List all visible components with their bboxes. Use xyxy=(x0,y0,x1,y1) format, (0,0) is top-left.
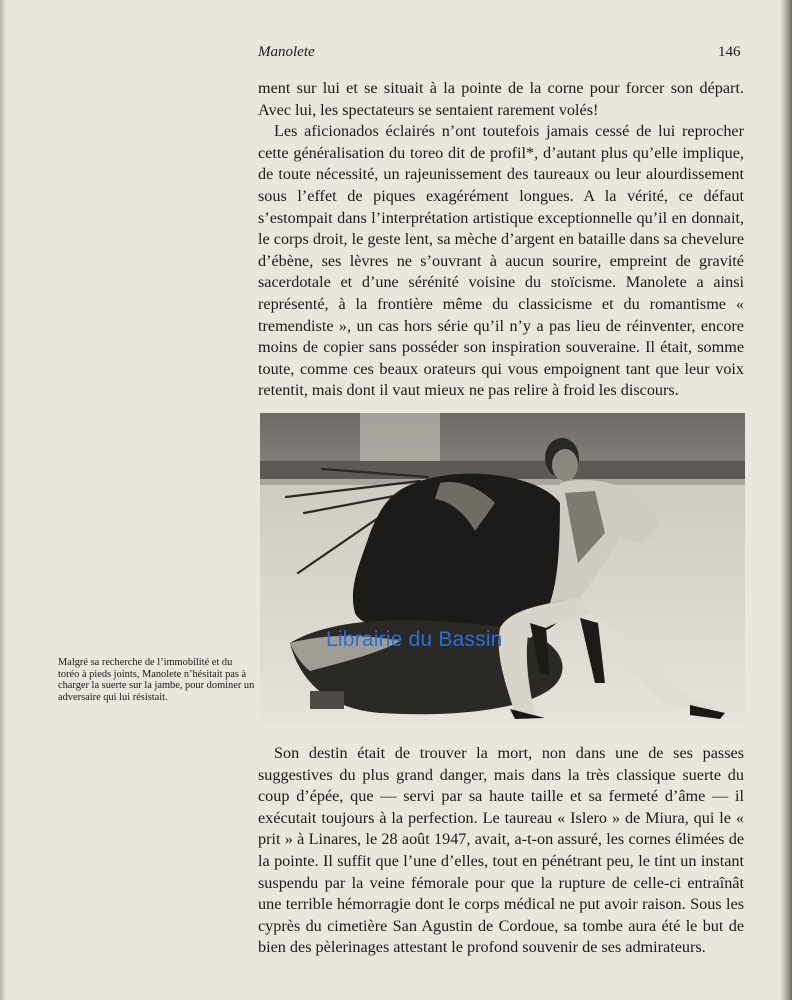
page-edge-left xyxy=(0,0,6,1000)
page-number: 146 xyxy=(718,44,741,60)
bullfight-photo xyxy=(260,413,745,722)
watermark: Librairie du Bassin xyxy=(326,628,503,651)
running-title: Manolete xyxy=(258,44,315,60)
page-edge-right xyxy=(780,0,792,1000)
lower-text-block xyxy=(258,743,744,959)
upper-text-block xyxy=(258,78,744,402)
paragraph: ment sur lui et se situait à la pointe de la corne pour forcer son départ. Avec lui, les spectateurs se sentaient rarement volés! xyxy=(258,79,744,119)
paragraph: Les aficionados éclairés n’ont toutefois jamais cessé de lui reprocher cette généralisation du toreo dit de profil*, d’autant plus qu’elle implique, de toute nécessité, un rajeunissement des taureaux ou leur alourdissement sous l’effet de piques exagérément longues. A la vérité, ce défaut s’estompait dans l’interprétation artistique exceptionnelle qu’il en donnait, le corps droit, le geste lent, sa mèche d’argent en bataille dans sa chevelure d’ébène, ses lèvres ne s’ouvrant à aucun sourire, empreint de gravité sacerdotale et d’une sérénité voisine du stoïcisme. Manolete a ainsi représenté, à la frontière même du classicisme et du romantisme « tremendiste », un cas hors série qu’il n’y a pas lieu de réinventer, encore moins de copier sans posséder son inspiration souveraine. Il était, somme toute, comme ces beaux orateurs qui vous empoignent tant que leur voix retentit, mais dont il vaut mieux ne pas relire à froid les discours. xyxy=(258,122,744,400)
paragraph: Son destin était de trouver la mort, non dans une de ses passes suggestives du plus grand danger, mais dans la très classique suerte du coup d’épée, que — servi par sa haute taille et sa fermeté d’âme — il exécutait toujours à la perfection. Le taureau « Islero » de Miura, qui le « prit » à Linares, le 28 août 1947, avait, a-t-on assuré, les cornes élimées de la pointe. Il suffit que l’une d’elles, tout en pénétrant peu, le tint un instant suspendu par la veine fémorale pour que la rupture de celle-ci entraînât une terrible hémorragie dont le corps médical ne put avoir raison. Sous les cyprès du cimetière San Agustin de Cordoue, sa tombe aura été le but de bien des pèlerinages attestant le profond souvenir de ses admirateurs. xyxy=(258,744,744,957)
bullfight-photo-illustration xyxy=(260,413,745,722)
figure-caption: Malgré sa recherche de l’immobilité et du toréo à pieds joints, Manolete n’hésitait pas à charger la suerte sur la jambe, pour dominer un adversaire qui lui résistait. xyxy=(58,657,255,703)
